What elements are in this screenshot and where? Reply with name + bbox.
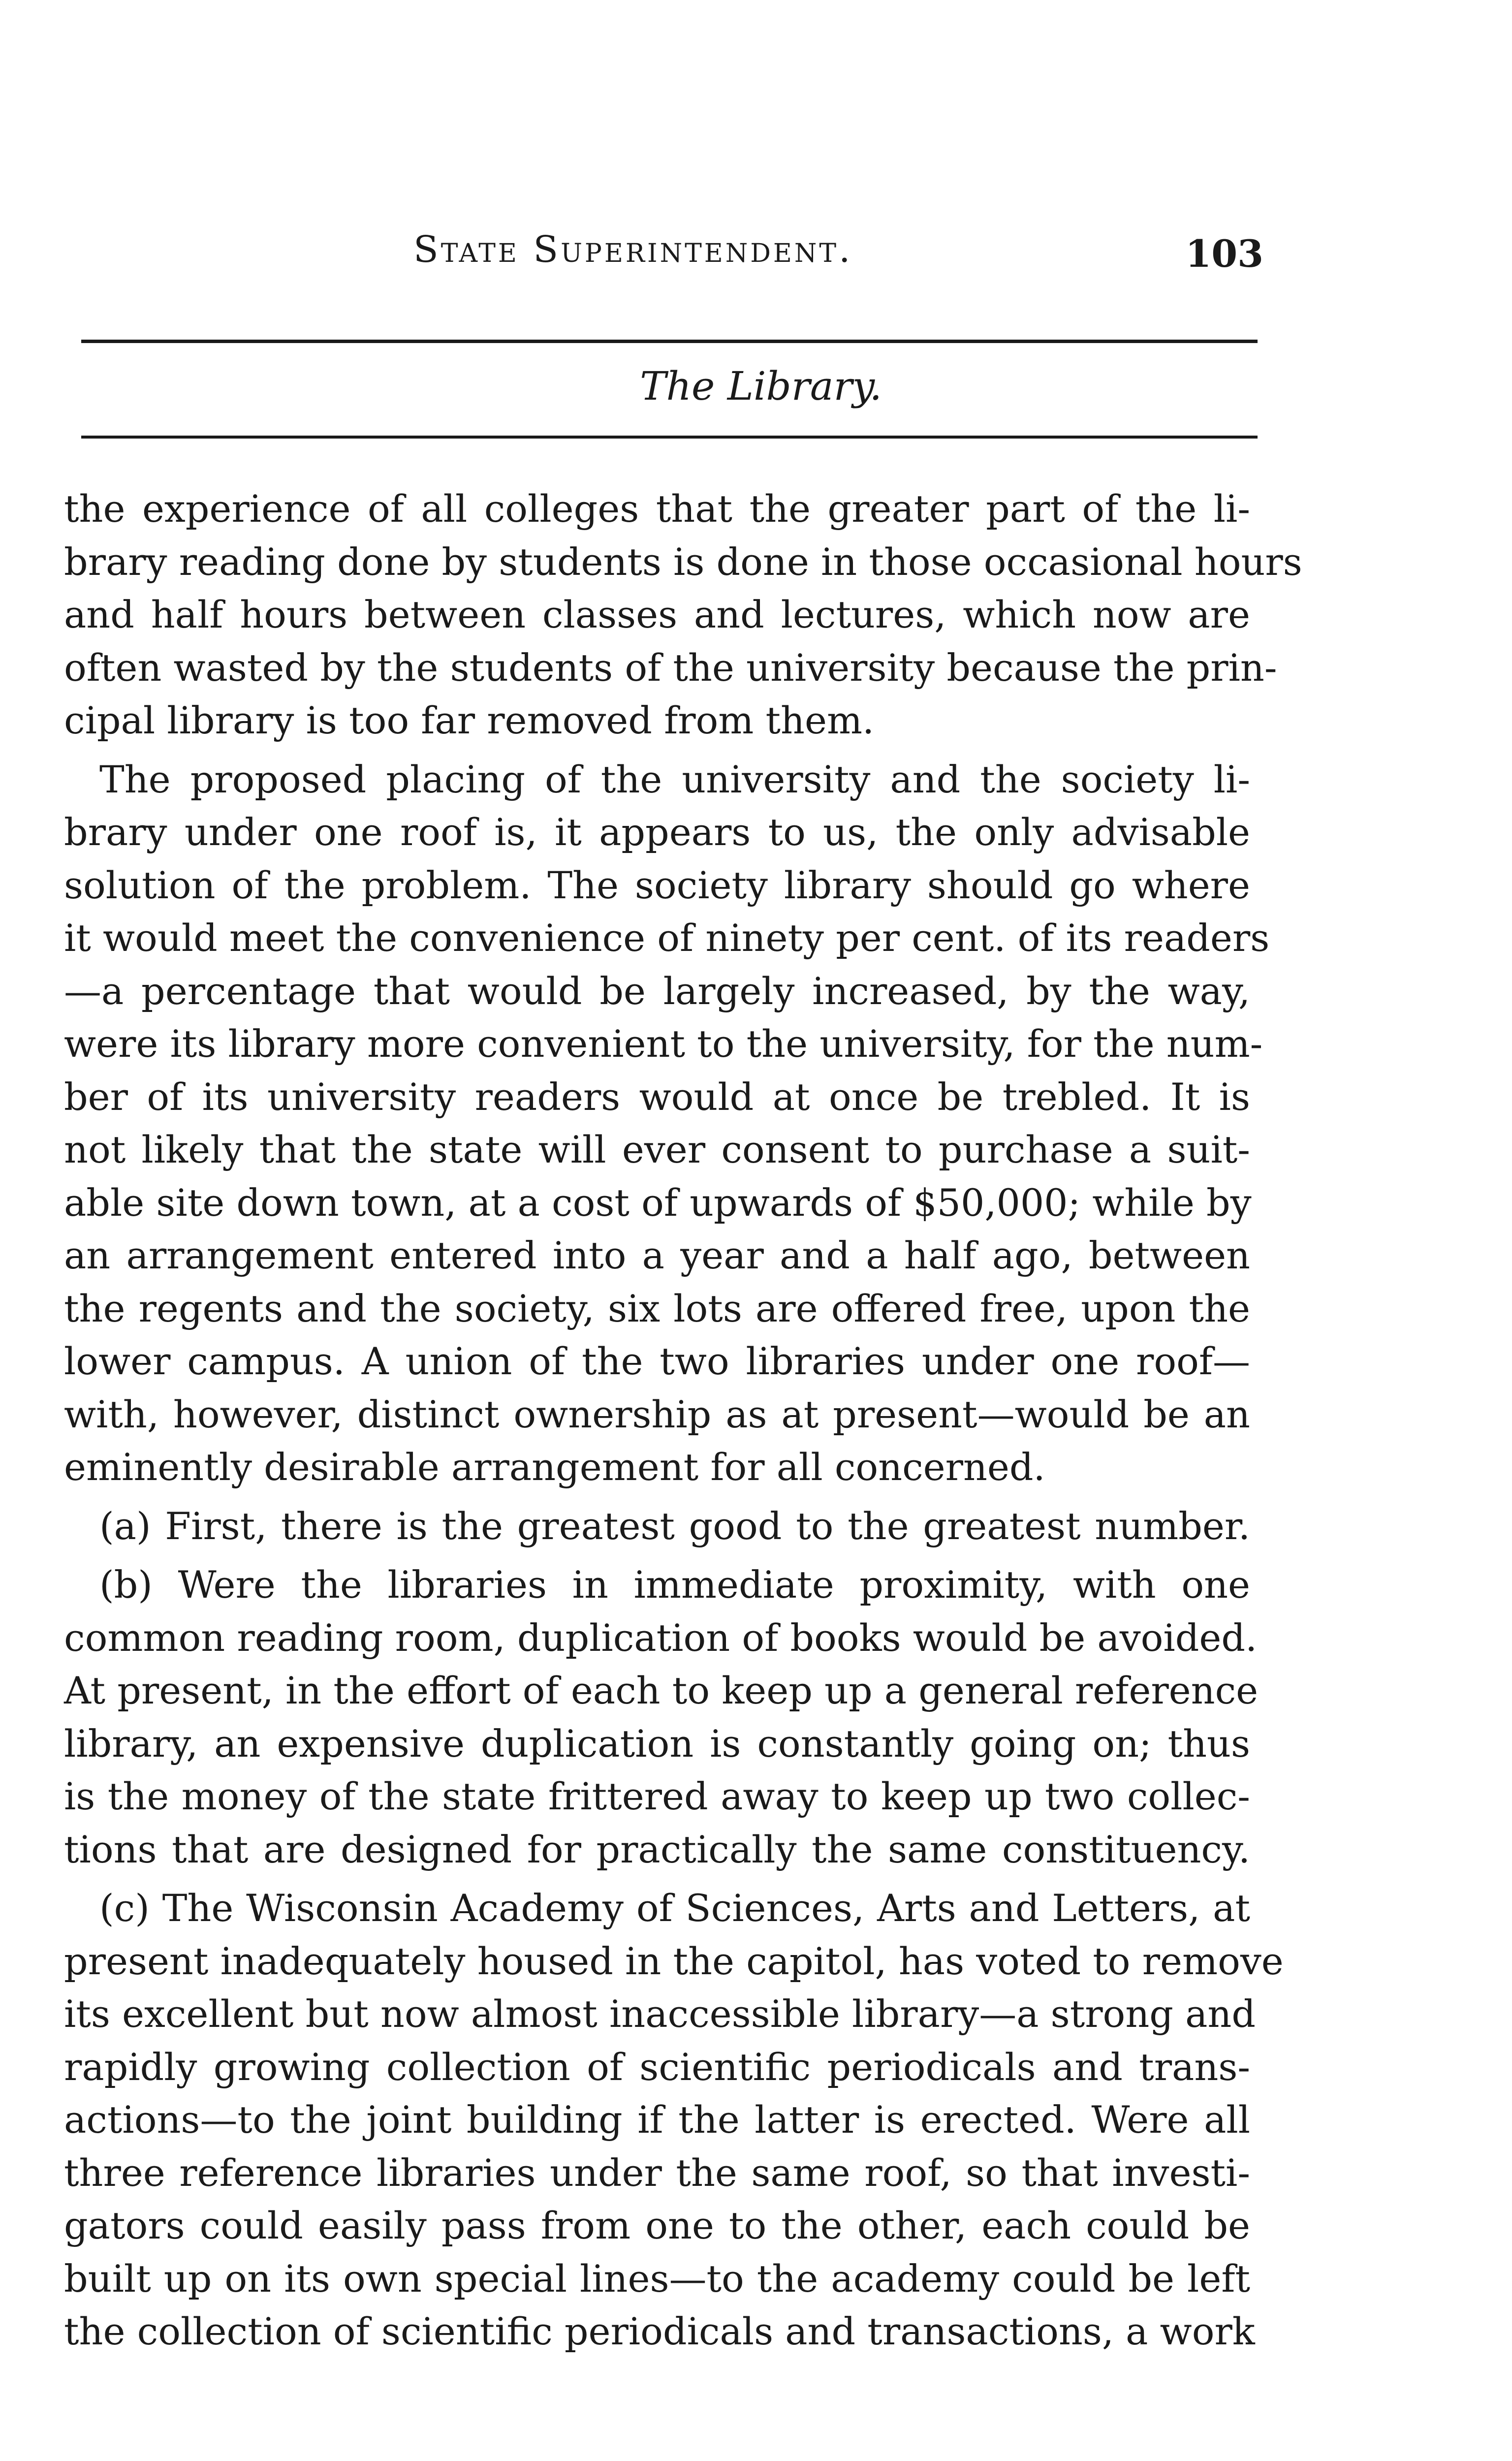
text-line: actions—to the joint building if the latter is erected. Were all [64, 2098, 1250, 2142]
text-line: eminently desirable arrangement for all concerned. [64, 1445, 1045, 1489]
text-line: The proposed placing of the university and the society li- [99, 757, 1250, 801]
paragraph [64, 753, 1270, 1494]
running-head: State Superintendent. [413, 228, 853, 271]
text-line: gators could easily pass from one to the other, each could be [64, 2204, 1250, 2247]
text-line: common reading room, duplication of books would be avoided. [64, 1615, 1258, 1660]
paragraph [64, 1558, 1259, 1876]
text-line: library, an expensive duplication is constantly going on; thus [64, 1721, 1250, 1766]
paragraph [64, 482, 1302, 747]
text-line: the regents and the society, six lots are offered free, upon the [64, 1286, 1250, 1330]
paragraph [64, 1882, 1284, 2358]
text-line: rapidly growing collection of scientific periodicals and trans- [64, 2045, 1250, 2089]
text-line: it would meet the convenience of ninety per cent. of its readers [64, 916, 1270, 960]
text-line: (c) The Wisconsin Academy of Sciences, Arts and Letters, at [99, 1886, 1250, 1930]
text-line: and half hours between classes and lectures, which now are [64, 593, 1250, 636]
text-line: able site down town, at a cost of upwards of $50,000; while by [64, 1180, 1252, 1225]
header-rule-bottom [81, 436, 1258, 439]
text-line: its excellent but now almost inaccessible library—a strong and [64, 1992, 1256, 2036]
text-line: present inadequately housed in the capitol, has voted to remove [64, 1939, 1284, 1983]
text-line: with, however, distinct ownership as at present—would be an [64, 1392, 1250, 1436]
paragraph [64, 1500, 1250, 1553]
text-line: At present, in the effort of each to keep up a general reference [64, 1669, 1259, 1712]
text-line: not likely that the state will ever consent to purchase a suit- [64, 1128, 1250, 1171]
page-number: 103 [1185, 232, 1263, 276]
section-title: The Library. [640, 363, 882, 409]
text-line: brary under one roof is, it appears to us, the only advisable [64, 810, 1250, 854]
text-line: brary reading done by students is done in those occasional hours [64, 539, 1302, 584]
text-line: —a percentage that would be largely increased, by the way, [64, 969, 1250, 1013]
text-line: three reference libraries under the same roof, so that investi- [64, 2150, 1250, 2195]
text-line: were its library more convenient to the university, for the num- [64, 1022, 1263, 1066]
text-line: is the money of the state frittered away to keep up two collec- [64, 1774, 1250, 1818]
header-rule-top [81, 340, 1258, 343]
text-line: built up on its own special lines—to the academy could be left [64, 2256, 1250, 2301]
text-line: (a) First, there is the greatest good to the greatest number. [99, 1504, 1250, 1548]
text-line: lower campus. A union of the two libraries under one roof— [64, 1339, 1250, 1383]
text-line: the experience of all colleges that the greater part of the li- [64, 487, 1250, 531]
text-line: ber of its university readers would at once be trebled. It is [64, 1074, 1250, 1119]
text-line: often wasted by the students of the university because the prin- [64, 645, 1277, 690]
text-line: the collection of scientific periodicals and transactions, a work [64, 2309, 1255, 2353]
text-line: (b) Were the libraries in immediate proximity, with one [99, 1563, 1250, 1607]
text-line: tions that are designed for practically the same constituency. [64, 1827, 1250, 1871]
text-line: cipal library is too far removed from them. [64, 698, 875, 742]
body-text [64, 482, 1302, 2358]
text-line: solution of the problem. The society library should go where [64, 863, 1250, 907]
text-line: an arrangement entered into a year and a half ago, between [64, 1233, 1250, 1277]
